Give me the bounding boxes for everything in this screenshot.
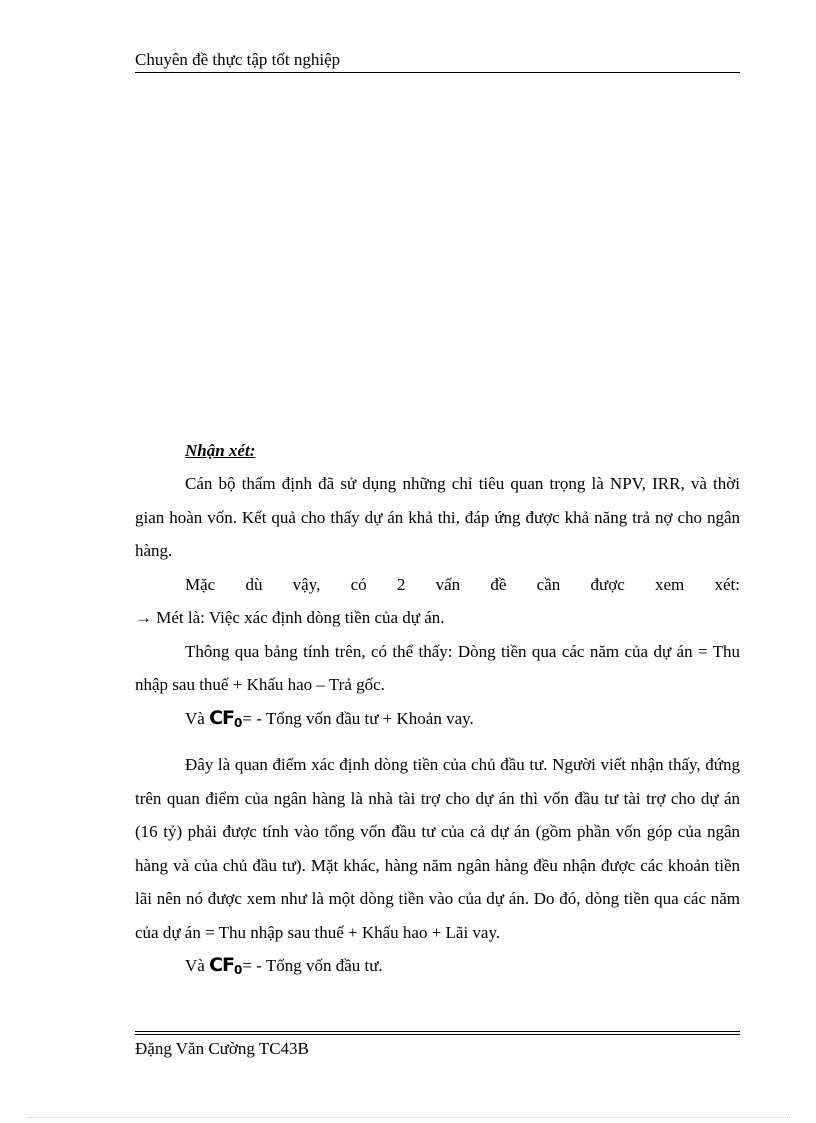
arrow-right-icon: →	[135, 608, 152, 627]
paragraph-cf0-bank	[135, 949, 740, 988]
page-header	[135, 48, 740, 73]
page-footer	[135, 1036, 309, 1062]
cf0-bank-formula: = - Tổng vốn đầu tư.	[242, 956, 383, 975]
footer-author: Đặng Văn Cường TC43B	[135, 1039, 309, 1058]
paragraph-cashflow-formula: Thông qua bảng tính trên, có thể thấy: Dòng tiền qua các năm của dự án = Thu nhập sau thuế + Khấu hao – Trả gốc.	[135, 641, 740, 694]
cf0-investor-formula: = - Tổng vốn đầu tư + Khoản vay.	[242, 708, 474, 728]
cf0-bank-prefix: Và	[185, 956, 210, 975]
page-body	[135, 434, 740, 988]
paragraph-assessment: Cán bộ thẩm định đã sử dụng những chỉ tiêu quan trọng là NPV, IRR, và thời gian hoàn vốn. Kết quả cho thấy dự án khả thi, đáp ứng được khả năng trả nợ cho ngân hàng.	[135, 474, 740, 560]
cf-bank-subscript: 0	[234, 963, 243, 977]
paragraph-issues-intro: Mặc dù vậy, có 2 vấn đề cần được xem xét:	[185, 574, 740, 594]
cf-subscript: 0	[234, 715, 243, 730]
paragraph-cf0-investor	[135, 702, 740, 741]
paragraph-bank-viewpoint: Đây là quan điểm xác định dòng tiền của chủ đầu tư. Người viết nhận thấy, đứng trên quan điểm của ngân hàng là nhà tài trợ cho dự án thì vốn đầu tư tài trợ cho dự án (16 tỷ) phải được tính vào tổng vốn đầu tư của cả dự án (gồm phần vốn góp của ngân hàng và của chủ đầu tư). Mặt khác, hàng năm ngân hàng đều nhận được các khoản tiền lãi nên nó được xem như là một dòng tiền vào của dự án. Do đó, dòng tiền qua các năm của dự án = Thu nhập sau thuế + Khấu hao + Lãi vay.	[135, 755, 740, 942]
document-title: Chuyên đề thực tập tốt nghiệp	[135, 50, 341, 69]
cf-letters: CF	[209, 706, 235, 729]
footer-double-rule	[135, 1031, 740, 1035]
cf-bank-letters: CF	[209, 954, 235, 976]
issue-one-line	[135, 601, 740, 635]
page-bottom-edge	[28, 1117, 790, 1118]
cf0-symbol	[209, 707, 242, 729]
cf0-prefix: Và	[185, 708, 210, 728]
cf0-bank-symbol	[209, 954, 242, 976]
section-heading: Nhận xét:	[185, 441, 256, 460]
issue-one-text: Mét là: Việc xác định dòng tiền của dự án.	[152, 608, 445, 627]
